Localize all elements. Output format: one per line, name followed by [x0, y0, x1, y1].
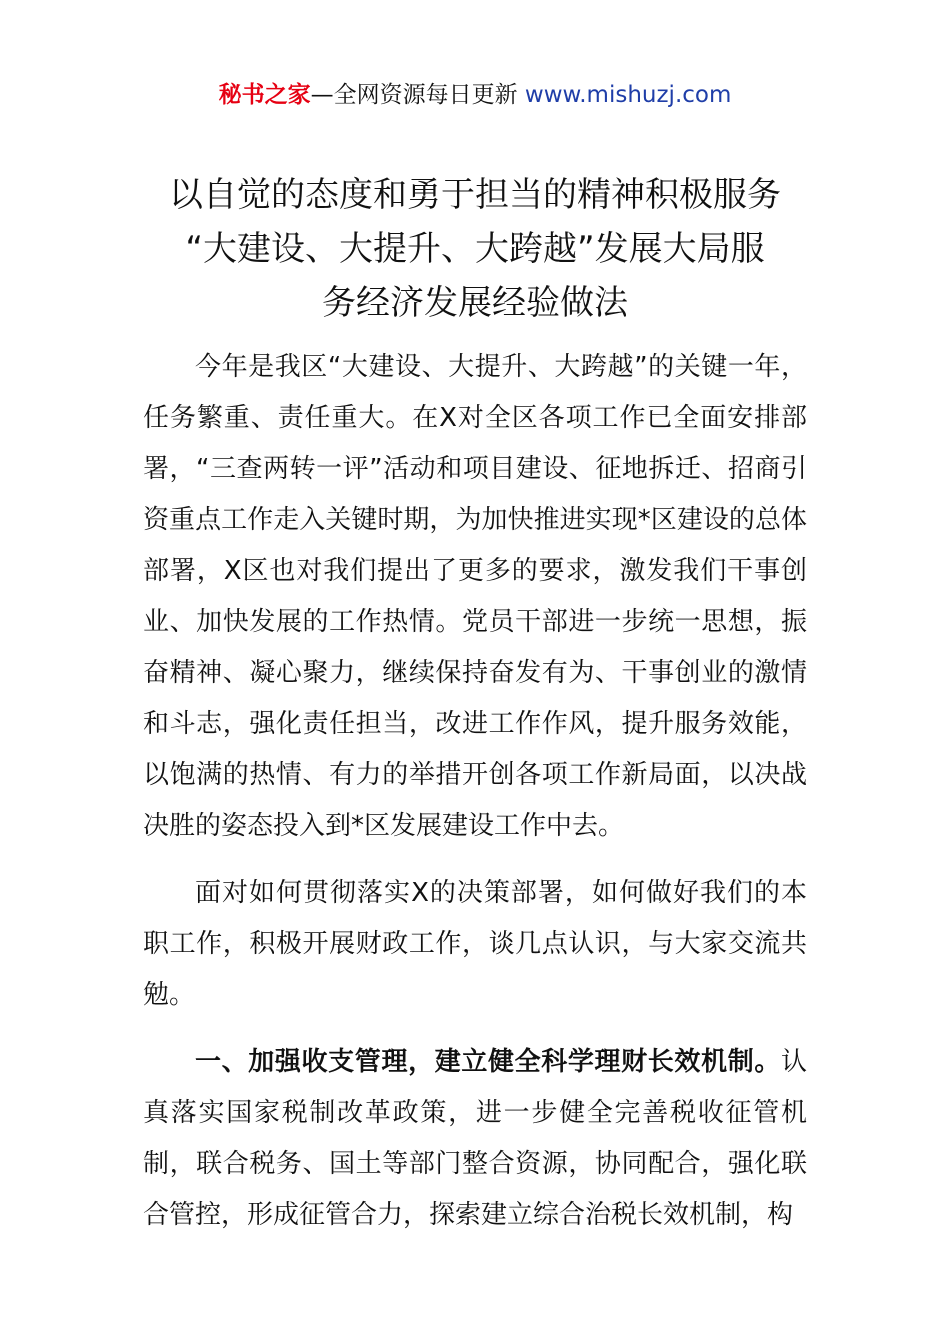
- document-body: [143, 342, 807, 1257]
- paragraph-section-1: [143, 1037, 807, 1241]
- title-line-3: 务经济发展经验做法: [322, 283, 628, 323]
- document-title: [120, 168, 830, 330]
- title-line-1: 以自觉的态度和勇于担当的精神积极服务: [169, 175, 781, 215]
- title-line-2: “大建设、大提升、大跨越”发展大局服: [185, 229, 765, 269]
- paragraph-purpose: 面对如何贯彻落实X的决策部署，如何做好我们的本职工作，积极开展财政工作，谈几点认识，与大家交流共勉。: [143, 878, 807, 1010]
- site-header: [0, 78, 950, 112]
- section-1-text: 认真落实国家税制改革政策，进一步健全完善税收征管机制，联合税务、国土等部门整合资源，协同配合，强化联合管控，形成征管合力，探索建立综合治税长效机制，构: [143, 1047, 807, 1230]
- paragraph-intro: 今年是我区“大建设、大提升、大跨越”的关键一年，任务繁重、责任重大。在X对全区各项工作已全面安排部署，“三查两转一评”活动和项目建设、征地拆迁、招商引资重点工作走入关键时期，为加快推进实现*区建设的总体部署，X区也对我们提出了更多的要求，激发我们干事创业、加快发展的工作热情。党员干部进一步统一思想，振奋精神、凝心聚力，继续保持奋发有为、干事创业的激情和斗志，强化责任担当，改进工作作风，提升服务效能，以饱满的热情、有力的举措开创各项工作新局面，以决战决胜的姿态投入到*区发展建设工作中去。: [143, 352, 807, 841]
- site-brand: 秘书之家: [218, 82, 311, 108]
- section-1-heading: 一、加强收支管理，建立健全科学理财长效机制。: [195, 1047, 781, 1077]
- site-tagline: —全网资源每日更新: [310, 82, 525, 108]
- site-url-link[interactable]: www.mishuzj.com: [524, 82, 732, 108]
